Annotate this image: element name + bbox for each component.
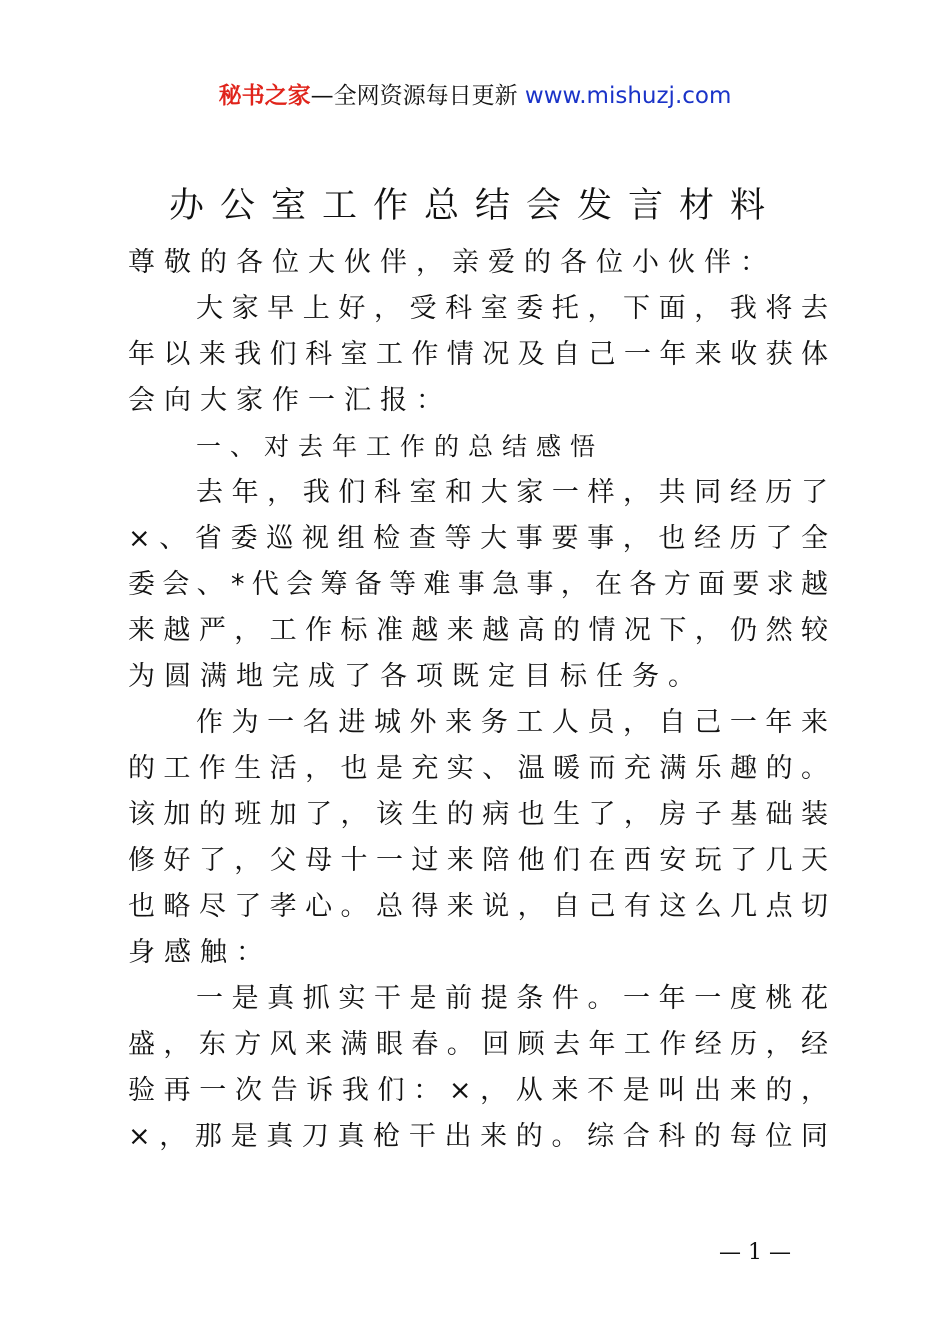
section-heading: 一、对去年工作的总结感悟: [196, 432, 605, 461]
text-line: 盛，东方风来满眼春。回顾去年工作经历，经: [128, 1029, 828, 1060]
text-line: 作为一名进城外来务工人员，自己一年来: [196, 707, 828, 738]
salutation-line: 尊敬的各位大伙伴，亲爱的各位小伙伴：: [128, 247, 776, 278]
text-line: ×，那是真刀真枪干出来的。综合科的每位同: [128, 1121, 828, 1152]
text-line: 委会、*代会筹备等难事急事，在各方面要求越: [128, 569, 828, 600]
text-line: 年以来我们科室工作情况及自己一年来收获体: [128, 339, 828, 370]
text-line: 一是真抓实干是前提条件。一年一度桃花: [196, 983, 828, 1014]
text-line: 也略尽了孝心。总得来说，自己有这么几点切: [128, 891, 828, 922]
text-line: 身感触：: [128, 937, 272, 968]
page-number: — 1 —: [719, 1240, 791, 1265]
text-line: 会向大家作一汇报：: [128, 385, 452, 416]
text-line: 修好了，父母十一过来陪他们在西安玩了几天: [128, 845, 828, 876]
text-line: 的工作生活，也是充实、温暖而充满乐趣的。: [128, 753, 828, 784]
site-tagline: —全网资源每日更新: [310, 83, 525, 109]
text-line: 来越严，工作标准越来越高的情况下，仍然较: [128, 615, 828, 646]
site-header: [0, 80, 950, 112]
document-title: 办公室工作总结会发言材料: [168, 186, 781, 226]
text-line: 该加的班加了，该生的病也生了，房子基础装: [128, 799, 828, 830]
text-line: 为圆满地完成了各项既定目标任务。: [128, 661, 704, 692]
document-body: [128, 240, 828, 1160]
text-line: 大家早上好，受科室委托，下面，我将去: [196, 293, 828, 324]
text-line: 去年，我们科室和大家一样，共同经历了: [196, 477, 828, 508]
text-line: 验再一次告诉我们：×，从来不是叫出来的，: [128, 1075, 828, 1106]
text-line: ×、省委巡视组检查等大事要事，也经历了全: [128, 523, 828, 554]
site-brand: 秘书之家: [218, 83, 311, 109]
site-url-link[interactable]: www.mishuzj.com: [524, 83, 732, 109]
